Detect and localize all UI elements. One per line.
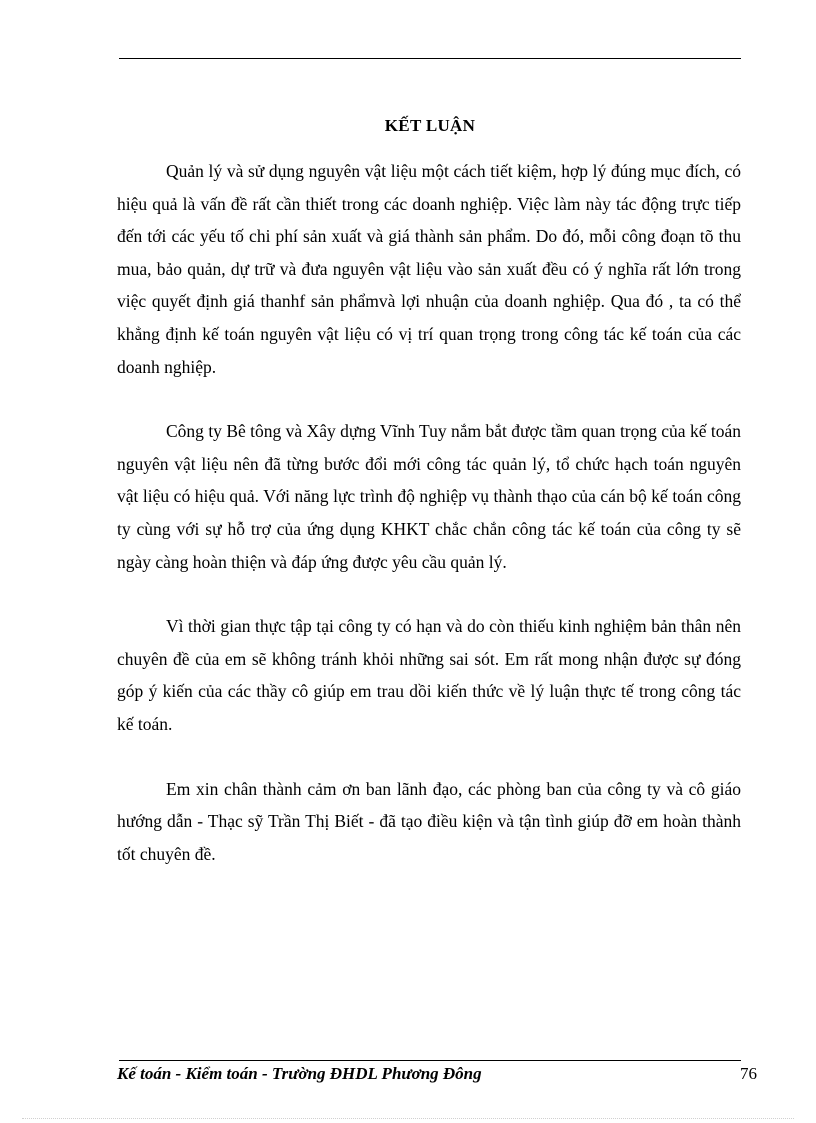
page-bottom-border <box>22 1118 794 1119</box>
paragraph-3: Vì thời gian thực tập tại công ty có hạn và do còn thiếu kinh nghiệm bản thân nên chuyên đề của em sẽ không tránh khỏi những sai sót. Em rất mong nhận được sự đóng góp ý kiến của các thầy cô giúp em trau dồi kiến thức về lý luận thực tế trong công tác kế toán. <box>117 616 741 734</box>
paragraph-2: Công ty Bê tông và Xây dựng Vĩnh Tuy nắm bắt được tầm quan trọng của kế toán nguyên vật liệu nên đã từng bước đổi mới công tác quản lý, tổ chức hạch toán nguyên vật liệu có hiệu quả. Với năng lực trình độ nghiệp vụ thành thạo của cán bộ kế toán công ty cùng với sự hỗ trợ của ứng dụng KHKT chắc chắn công tác kế toán của công ty sẽ ngày càng hoàn thiện và đáp ứng được yêu cầu quản lý. <box>117 421 741 572</box>
body-text <box>117 155 741 870</box>
header-rule <box>119 58 741 59</box>
page-number: 76 <box>740 1064 757 1083</box>
paragraph-1: Quản lý và sử dụng nguyên vật liệu một cách tiết kiệm, hợp lý đúng mục đích, có hiệu quả là vấn đề rất cần thiết trong các doanh nghiệp. Việc làm này tác động trực tiếp đến tới các yếu tố chi phí sản xuất và giá thành sản phẩm. Do đó, mỗi công đoạn tõ thu mua, bảo quản, dự trữ và đưa nguyên vật liệu vào sản xuất đều có ý nghĩa rất lớn trong việc quyết định giá thanhf sản phẩmvà lợi nhuận của doanh nghiệp. Qua đó , ta có thể khẳng định kế toán nguyên vật liệu có vị trí quan trọng trong công tác kế toán của các doanh nghiệp. <box>117 161 741 377</box>
page-footer <box>117 1064 757 1088</box>
paragraph-4: Em xin chân thành cảm ơn ban lãnh đạo, các phòng ban của công ty và cô giáo hướng dẫn - Thạc sỹ Trần Thị Biết - đã tạo điều kiện và tận tình giúp đỡ em hoàn thành tốt chuyên đề. <box>117 778 741 864</box>
footer-label: Kế toán - Kiểm toán - Trường ĐHDL Phương Đông <box>117 1064 482 1083</box>
footer-rule <box>119 1060 741 1061</box>
page-title: KẾT LUẬN <box>384 116 476 135</box>
